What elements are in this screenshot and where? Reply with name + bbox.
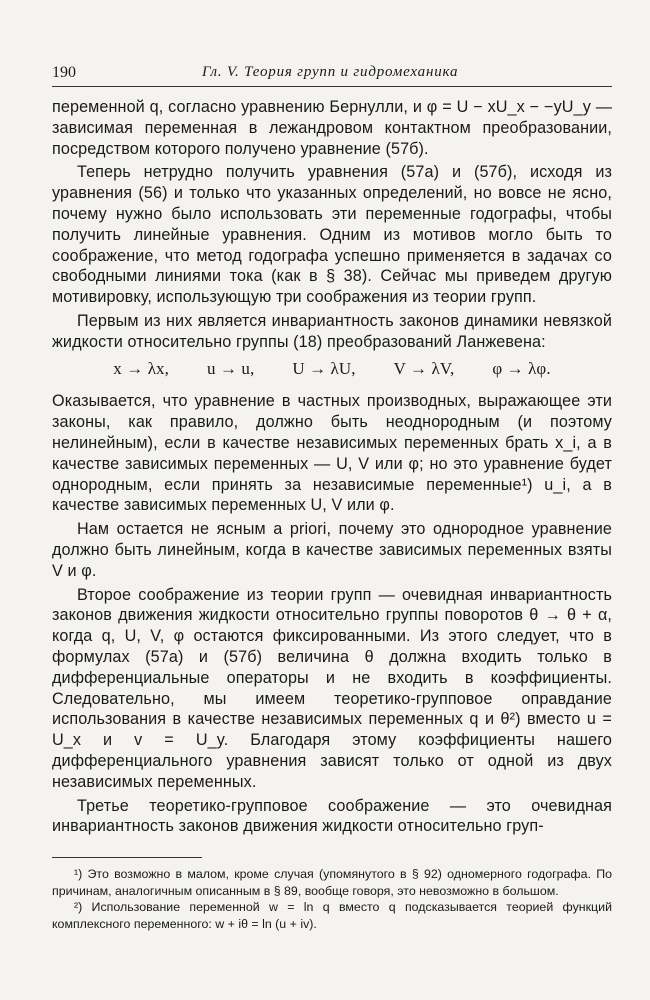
- paragraph: переменной q, согласно уравнению Бернулли, и φ = U − xU_x − −yU_y — зависимая переменная в лежандровом контактном преобразовании, посредством которого получено уравнение (57б).: [52, 98, 612, 158]
- paragraph: Теперь нетрудно получить уравнения (57а) и (57б), исходя из уравнения (56) и только что указанных определений, но вовсе не ясно, почему нужно было использовать эти переменные годографы, чтобы получить линейные уравнения. Одним из мотивов могло быть то соображение, что метод годографа успешно применяется в задачах со свободными линиями тока (как в § 38). Сейчас мы приведем другую мотивировку, использующую три соображения из теории групп.: [52, 163, 612, 307]
- page-header: [52, 64, 612, 87]
- running-title: Гл. V. Теория групп и гидромеханика: [202, 64, 459, 80]
- footnote-divider: [52, 857, 202, 858]
- formula-term: U → λU,: [292, 358, 356, 378]
- formula-term: V → λV,: [393, 358, 455, 378]
- footnotes: [52, 866, 612, 932]
- paragraph: Оказывается, что уравнение в частных производных, выражающее эти законы, как правило, должно быть неоднородным (и поэтому нелинейным), если в качестве независимых переменных брать x_i, а в качестве зависимых переменных — U, V или φ; но это уравнение будет однородным, если принять за независимые переменные¹) u_i, а в качестве зависимых переменных U, V или φ.: [52, 392, 612, 515]
- footnote: ¹) Это возможно в малом, кроме случая (упомянутого в § 92) одномерного годографа. По причинам, аналогичным описанным в § 89, вообще говоря, это невозможно в большом.: [52, 867, 612, 898]
- page-number: 190: [52, 64, 76, 81]
- paragraph: Второе соображение из теории групп — очевидная инвариантность законов движения жидкости относительно группы поворотов θ → θ + α, когда q, U, V, φ остаются фиксированными. Из этого следует, что в формулах (57а) и (57б) величина θ должна входить только в дифференциальные операторы и не входить в коэффициенты. Следовательно, мы имеем теоретико-групповое оправдание использования в качестве независимых переменных q и θ²) вместо u = U_x и v = U_y. Благодаря этому коэффициенты нашего дифференциального уравнения зависят только от одной из двух независимых переменных.: [52, 585, 612, 791]
- formula-term: x → λx,: [113, 358, 169, 378]
- main-text: [52, 97, 612, 840]
- formula-term: u → u,: [207, 358, 255, 378]
- paragraph: Третье теоретико-групповое соображение — это очевидная инвариантность законов движения жидкости относительно груп-: [52, 796, 612, 836]
- footnote: ²) Использование переменной w = ln q вместо q подсказывается теорией функций комплексного переменного: w + iθ = ln (u + iv).: [52, 900, 612, 931]
- langevin-transformation-formula: [52, 359, 612, 380]
- formula-term: φ → λφ.: [492, 358, 551, 378]
- paragraph: Нам остается не ясным a priori, почему это однородное уравнение должно быть линейным, когда в качестве зависимых переменных взяты V и φ.: [52, 520, 612, 580]
- paragraph: Первым из них является инвариантность законов динамики невязкой жидкости относительно группы (18) преобразований Ланжевена:: [52, 311, 612, 351]
